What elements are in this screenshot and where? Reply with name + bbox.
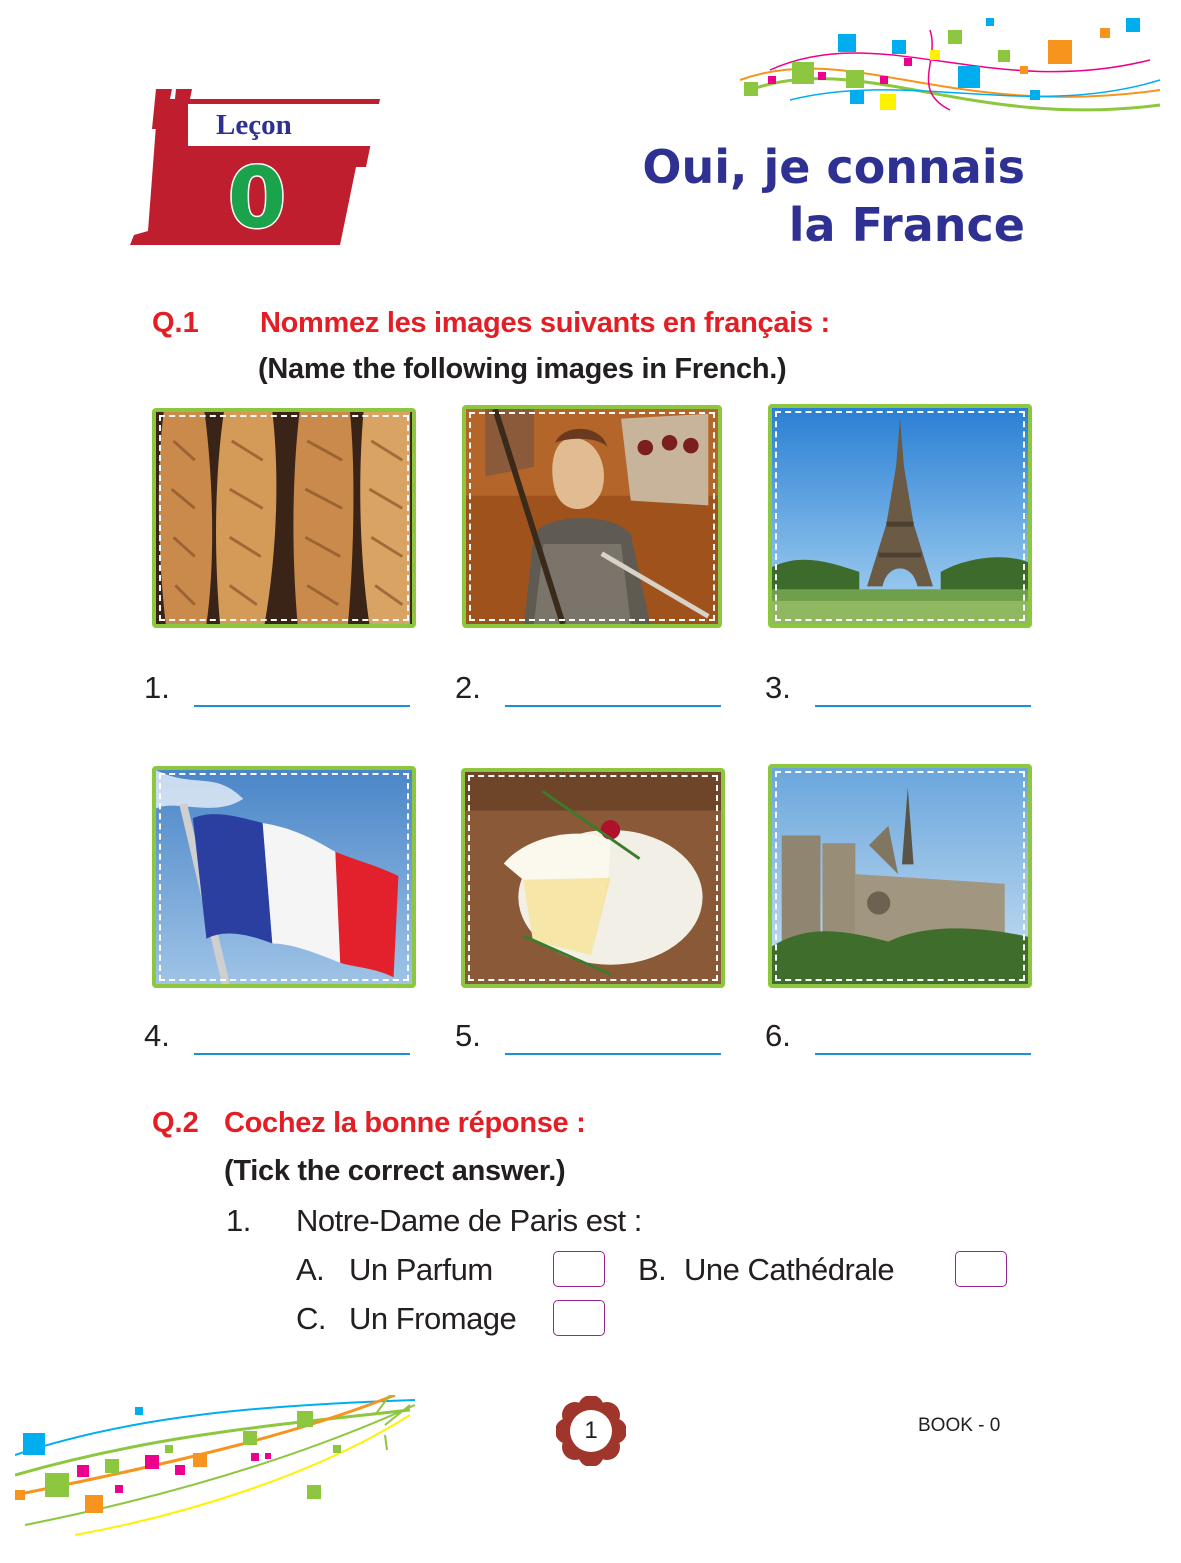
answer-label-5: 5. [455,1018,481,1053]
option-b-letter: B. [638,1252,667,1287]
joan-of-arc-painting-photo [462,405,722,628]
title-line-2: la France [788,198,1025,252]
camembert-cheese-photo [461,768,725,988]
french-flag-photo [152,766,416,988]
option-a-letter: A. [296,1252,325,1287]
answer-label-4: 4. [144,1018,170,1053]
answer-blank-4[interactable] [194,1053,410,1055]
question-1-number: Q.1 [152,307,199,339]
page-number: 1 [584,1417,598,1444]
answer-blank-2[interactable] [505,705,721,707]
book-label: BOOK - 0 [918,1415,1001,1436]
answer-blank-1[interactable] [194,705,410,707]
answer-label-6: 6. [765,1018,791,1053]
option-c-letter: C. [296,1301,326,1336]
option-a-text: Un Parfum [349,1252,493,1287]
notre-dame-cathedral-photo [768,764,1032,988]
question-2-translation: (Tick the correct answer.) [224,1155,566,1187]
answer-label-2: 2. [455,670,481,705]
option-a-checkbox[interactable] [553,1251,605,1287]
decorative-confetti-top [730,10,1170,120]
question-1-instruction: Nommez les images suivants en français : [260,307,830,339]
question-2-item-number: 1. [226,1203,251,1238]
option-c-checkbox[interactable] [553,1300,605,1336]
question-2-item-text: Notre-Dame de Paris est : [296,1203,642,1238]
question-2-number: Q.2 [152,1107,199,1139]
option-b-checkbox[interactable] [955,1251,1007,1287]
question-2-instruction: Cochez la bonne réponse : [224,1107,586,1139]
title-line-1: Oui, je connais [642,140,1025,194]
page-title [642,138,1025,254]
option-b-text: Une Cathédrale [684,1252,895,1287]
option-c-text: Un Fromage [349,1301,517,1336]
answer-blank-5[interactable] [505,1053,721,1055]
question-1-translation: (Name the following images in French.) [258,353,787,385]
answer-label-1: 1. [144,670,170,705]
answer-blank-3[interactable] [815,705,1031,707]
lesson-label: Leçon [216,109,292,141]
baguette-photo [152,408,416,628]
lesson-number: 0 [227,149,287,247]
eiffel-tower-photo [768,404,1032,628]
decorative-confetti-bottom [15,1395,425,1540]
answer-label-3: 3. [765,670,791,705]
answer-blank-6[interactable] [815,1053,1031,1055]
